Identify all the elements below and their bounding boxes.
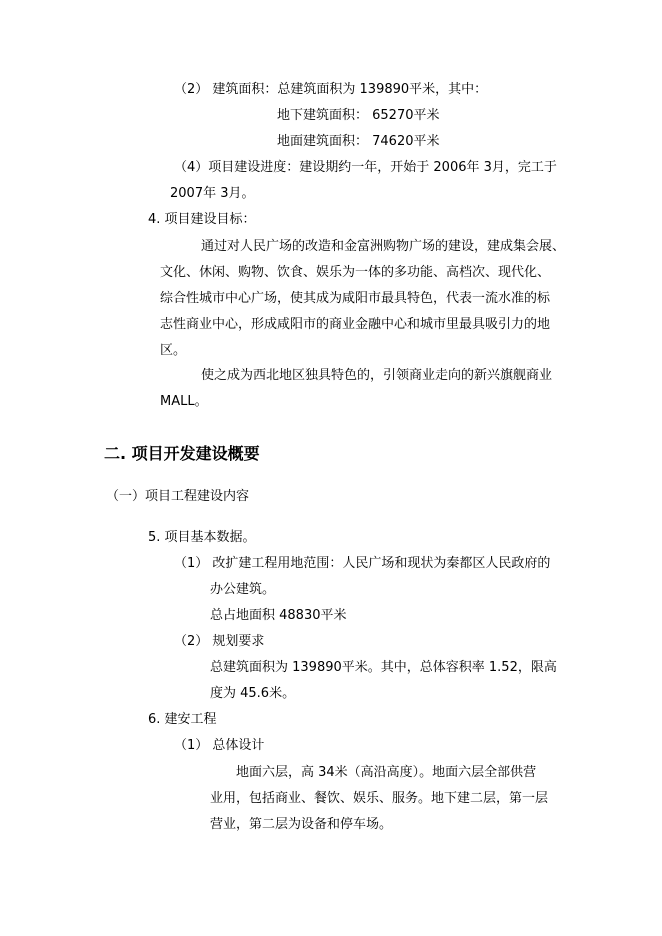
goal-para2-line: 使之成为西北地区独具特色的，引领商业走向的新兴旗舰商业 [201,368,553,383]
goal-para-line: 志性商业中心，形成咸阳市的商业金融中心和城市里最具吸引力的地 [160,317,551,332]
section-heading: 二. 项目开发建设概要 [104,444,260,463]
goal-heading: 4. 项目建设目标： [148,212,256,227]
goal-para-line: 通过对人民广场的改造和金富洲购物广场的建设，建成集会展、 [201,239,566,254]
schedule-line-cont: 2007年 3月。 [170,186,255,201]
overall-design-heading: （1） 总体设计 [174,738,265,753]
underground-area-line: 地下建筑面积： 65270平米 [277,108,440,123]
ground-area-line: 地面建筑面积： 74620平米 [277,134,440,149]
goal-para-line: 综合性城市中心广场，使其成为咸阳市最具特色，代表一流水准的标 [160,291,551,306]
planning-line: 总建筑面积为 139890平米。其中，总体容积率 1.52，限高 [210,660,557,675]
land-scope-line: （1） 改扩建工程用地范围：人民广场和现状为秦都区人民政府的 [174,556,551,571]
goal-para2-line: MALL。 [160,394,208,409]
planning-heading: （2） 规划要求 [174,634,265,649]
planning-line-cont: 度为 45.6米。 [210,686,296,701]
site-area-line: 总占地面积 48830平米 [210,608,347,623]
goal-para-line: 文化、休闲、购物、饮食、娱乐为一体的多功能、高档次、现代化、 [160,265,551,280]
land-scope-line-cont: 办公建筑。 [210,582,276,597]
basic-data-heading: 5. 项目基本数据。 [148,530,256,545]
design-para-line: 地面六层，高 34米（高沿高度）。地面六层全部供营 [236,765,537,780]
construction-heading: 6. 建安工程 [148,712,217,727]
goal-para-line: 区。 [160,343,187,358]
design-para-line: 业用，包括商业、餐饮、娱乐、服务。地下建二层，第一层 [210,791,549,806]
subsection-heading: （一）项目工程建设内容 [106,489,250,504]
building-area-line: （2） 建筑面积：总建筑面积为 139890平米，其中： [174,82,488,97]
schedule-line: （4）项目建设进度：建设期约一年，开始于 2006年 3月，完工于 [174,160,557,175]
design-para-line: 营业，第二层为设备和停车场。 [210,817,393,832]
